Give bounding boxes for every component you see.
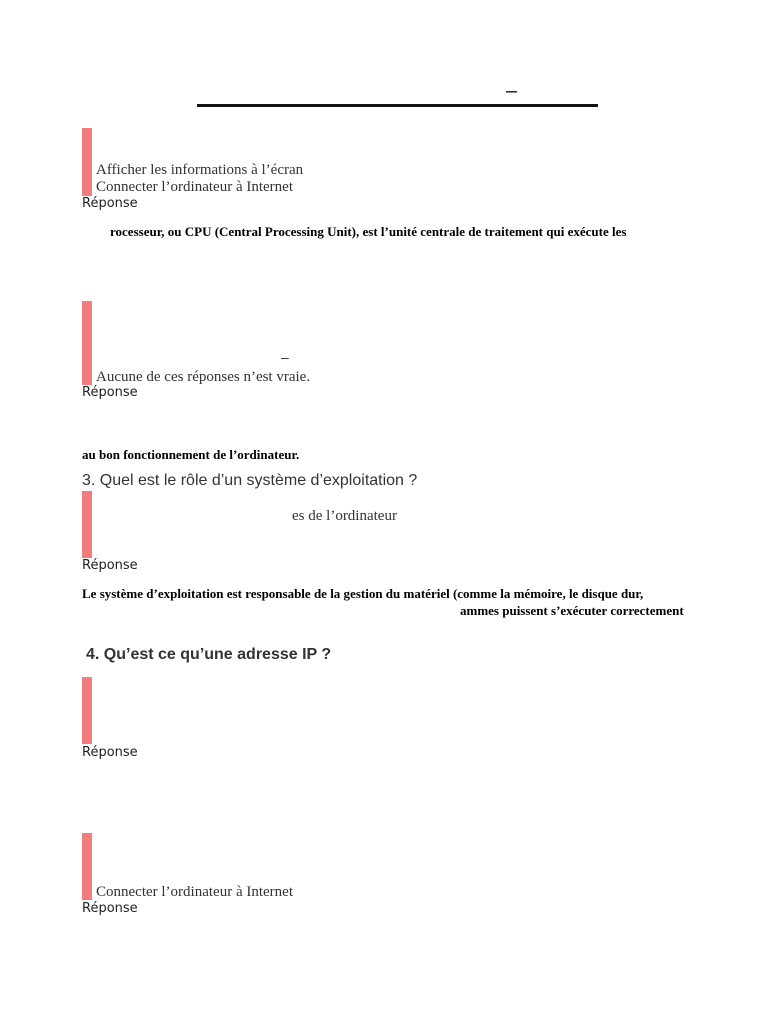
option-dash: – [281, 349, 289, 365]
option-text: Aucune de ces réponses n’est vraie. [96, 369, 311, 385]
answer-bar [82, 833, 92, 900]
option-text: Connecter l’ordinateur à Internet [96, 884, 293, 900]
answer-bar [82, 301, 92, 385]
question-title: 4. Qu’est ce qu’une adresse IP ? [86, 646, 332, 663]
reponse-label: Réponse [82, 745, 138, 760]
title-dash: – [506, 80, 518, 102]
option-text: Connecter l’ordinateur à Internet [96, 179, 293, 195]
question-title: 3. Quel est le rôle d’un système d’exploitation ? [82, 472, 418, 489]
reponse-label: Réponse [82, 385, 138, 400]
answer-bar [82, 491, 92, 558]
option-text: es de l’ordinateur [292, 508, 397, 524]
title-underline [197, 104, 598, 107]
reponse-label: Réponse [82, 901, 138, 916]
answer-bar [82, 677, 92, 744]
answer-bar [82, 128, 92, 196]
answer-text: rocesseur, ou CPU (Central Processing Unit), est l’unité centrale de traitement qui exécute les [110, 224, 627, 239]
answer-text: Le système d’exploitation est responsable de la gestion du matériel (comme la mémoire, le disque dur, [82, 586, 644, 601]
answer-text: au bon fonctionnement de l’ordinateur. [82, 447, 300, 462]
option-text: Afficher les informations à l’écran [96, 162, 304, 178]
reponse-label: Réponse [82, 558, 138, 573]
answer-text: ammes puissent s’exécuter correctement [460, 603, 684, 618]
reponse-label: Réponse [82, 196, 138, 211]
